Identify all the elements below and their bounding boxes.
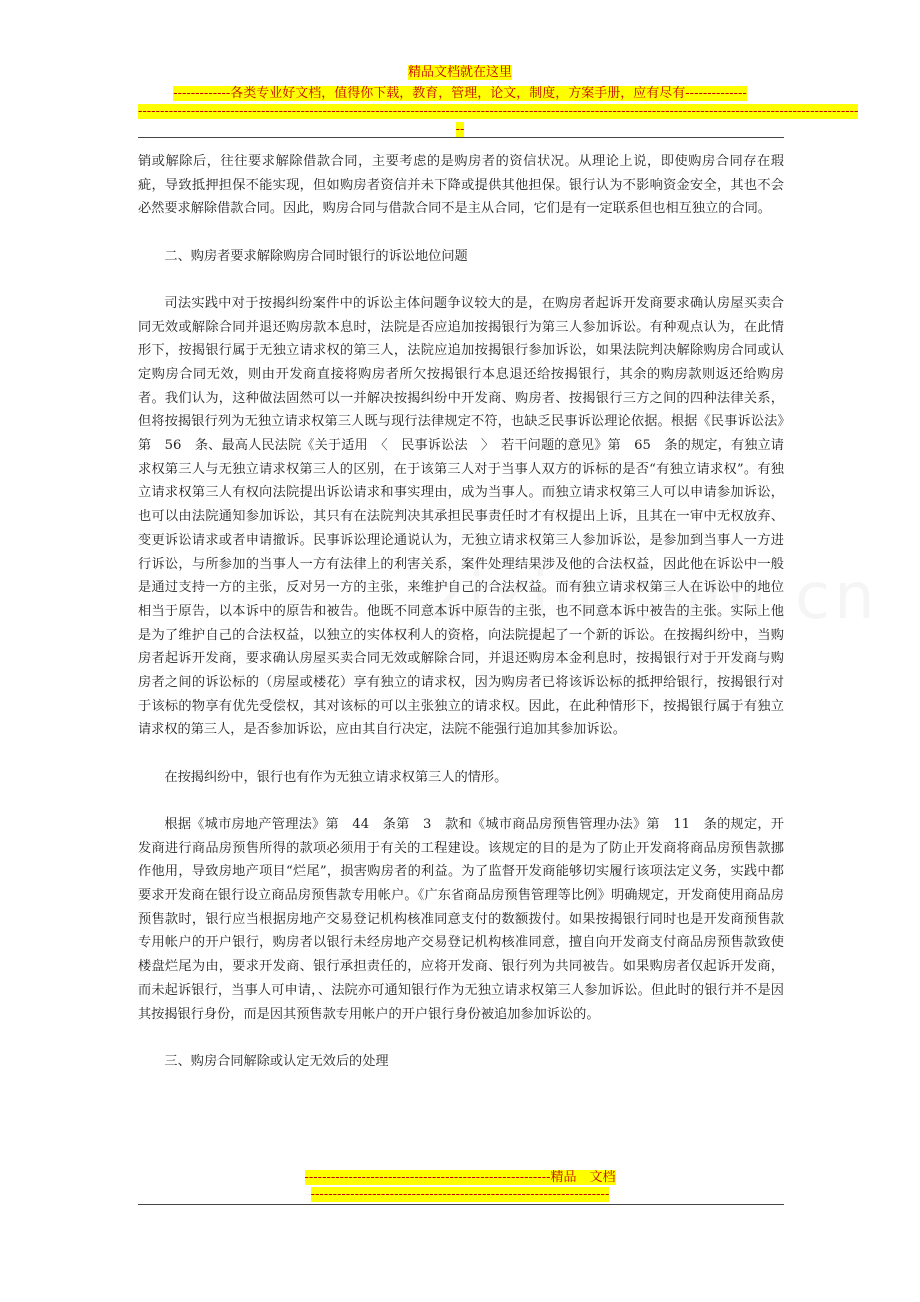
paragraph-litigation-status: 司法实践中对于按揭纠纷案件中的诉讼主体问题争议较大的是，在购房者起诉开发商要求确认房屋买卖合同无效或解除合同并退还购房款本息时，法院是否应追加按揭银行为第三人参加诉讼。有种观点认为，在此情形下，按揭银行属于无独立请求权的第三人，法院应追加按揭银行参加诉讼，如果法院判决解除购房合同或认定购房合同无效，则由开发商直接将购房者所欠按揭银行本息退还给按揭银行，其余的购房款则返还给购房者。我们认为，这种做法固然可以一并解决按揭纠纷中开发商、购房者、按揭银行三方之间的四种法律关系，但将按揭银行列为无独立请求权第三人既与现行法律规定不符，也缺乏民事诉讼理论依据。根据《民事诉讼法》第 56 条、最高人民法院《关于适用 〈 民事诉讼法 〉 若干问题的意见》第 65 条的规定，有独立请求权第三人与无独立请求权第三人的区别，在于该第三人对于当事人双方的诉标的是否“有独立请求权”。有独立请求权第三人有权向法院提出诉讼请求和事实理由，成为当事人。而独立请求权第三人可以申请参加诉讼，也可以由法院通知参加诉讼，其只有在法院判决其承担民事责任时才有权提出上诉，且其在一审中无权放弃、变更诉讼请求或者申请撤诉。民事诉讼理论通说认为，无独立请求权第三人参加诉讼，是参加到当事人一方进行诉讼，与所参加的当事人一方有法律上的利害关系，案件处理结果涉及他的合法权益，因此他在诉讼中一般是通过支持一方的主张，反对另一方的主张，来维护自己的合法权益。而有独立请求权第三人在诉讼中的地位相当于原告，以本诉中的原告和被告。他既不同意本诉中原告的主张，也不同意本诉中被告的主张。实际上他是为了维护自己的合法权益，以独立的实体权利人的资格，向法院提起了一个新的诉讼。在按揭纠纷中，当购房者起诉开发商，要求确认房屋买卖合同无效或解除合同，并退还购房本金利息时，按揭银行对于开发商与购房者之间的诉讼标的（房屋或楼花）享有独立的请求权，因为购房者已将该诉讼标的抵押给银行，按揭银行对于该标的物享有优先受偿权，其对该标的可以主张独立的请求权。因此，在此种情形下，按揭银行属于有独立请求权的第三人，是否参加诉讼，应由其自行决定，法院不能强行追加其参加诉讼。: [138, 295, 784, 738]
paragraph-bank-third-party: 在按揭纠纷中，银行也有作为无独立请求权第三人的情形。: [164, 769, 508, 785]
header-dash-tail: --: [455, 122, 465, 137]
header-slogan: -------------各类专业好文档，值得你下载，教育，管理，论文，制度，方案手册，应有尽有--------------: [173, 86, 747, 101]
footer-rule: [138, 1204, 784, 1205]
header-rule: [138, 137, 784, 138]
footer-label: --------------------------------------------------------精品 文档: [304, 1170, 616, 1185]
document-body: [138, 150, 784, 1097]
paragraph-presale-account: 根据《城市房地产管理法》第 44 条第 3 款和《城市商品房预售管理办法》第 11 条的规定，开发商进行商品房预售所得的款项必须用于有关的工程建设。该规定的目的是为了防止开发商将商品房预售款挪作他用，导致房地产项目“烂尾”，损害购房者的利益。为了监督开发商能够切实履行该项法定义务，实践中都要求开发商在银行设立商品房预售款专用帐户。《广东省商品房预售管理等比例》明确规定，开发商使用商品房预售款时，银行应当根据房地产交易登记机构核准同意支付的数额拨付。如果按揭银行同时也是开发商预售款专用帐户的开户银行，购房者以银行未经房地产交易登记机构核准同意，擅自向开发商支付商品房预售款致使楼盘烂尾为由，要求开发商、银行承担责任的，应将开发商、银行列为共同被告。如果购房者仅起诉开发商，而未起诉银行，当事人可申请，、法院亦可通知银行作为无独立请求权第三人参加诉讼。但此时的银行并不是因其按揭银行身份，而是因其预售款专用帐户的开户银行身份被追加参加诉讼的。: [138, 816, 784, 1022]
section-heading-3: 三、购房合同解除或认定无效后的处理: [164, 1053, 389, 1069]
footer-dash-line: --------------------------------------------------------------------: [310, 1187, 610, 1202]
paragraph-continuation: 销或解除后，往往要求解除借款合同，主要考虑的是购房者的资信状况。从理论上说，即使购房合同存在瑕疵，导致抵押担保不能实现，但如购房者资信并未下降或提供其他担保。银行认为不影响资金安全，其也不会必然要求解除借款合同。因此，购房合同与借款合同不是主从合同，它们是有一定联系但也相互独立的合同。: [138, 154, 784, 217]
header-title: 精品文档就在这里: [407, 65, 512, 80]
section-heading-2: 二、购房者要求解除购房合同时银行的诉讼地位问题: [164, 248, 468, 264]
header-dash-line: --------------------------------------------------------------------------------------------------------------------------------------------------------------------: [138, 104, 859, 119]
